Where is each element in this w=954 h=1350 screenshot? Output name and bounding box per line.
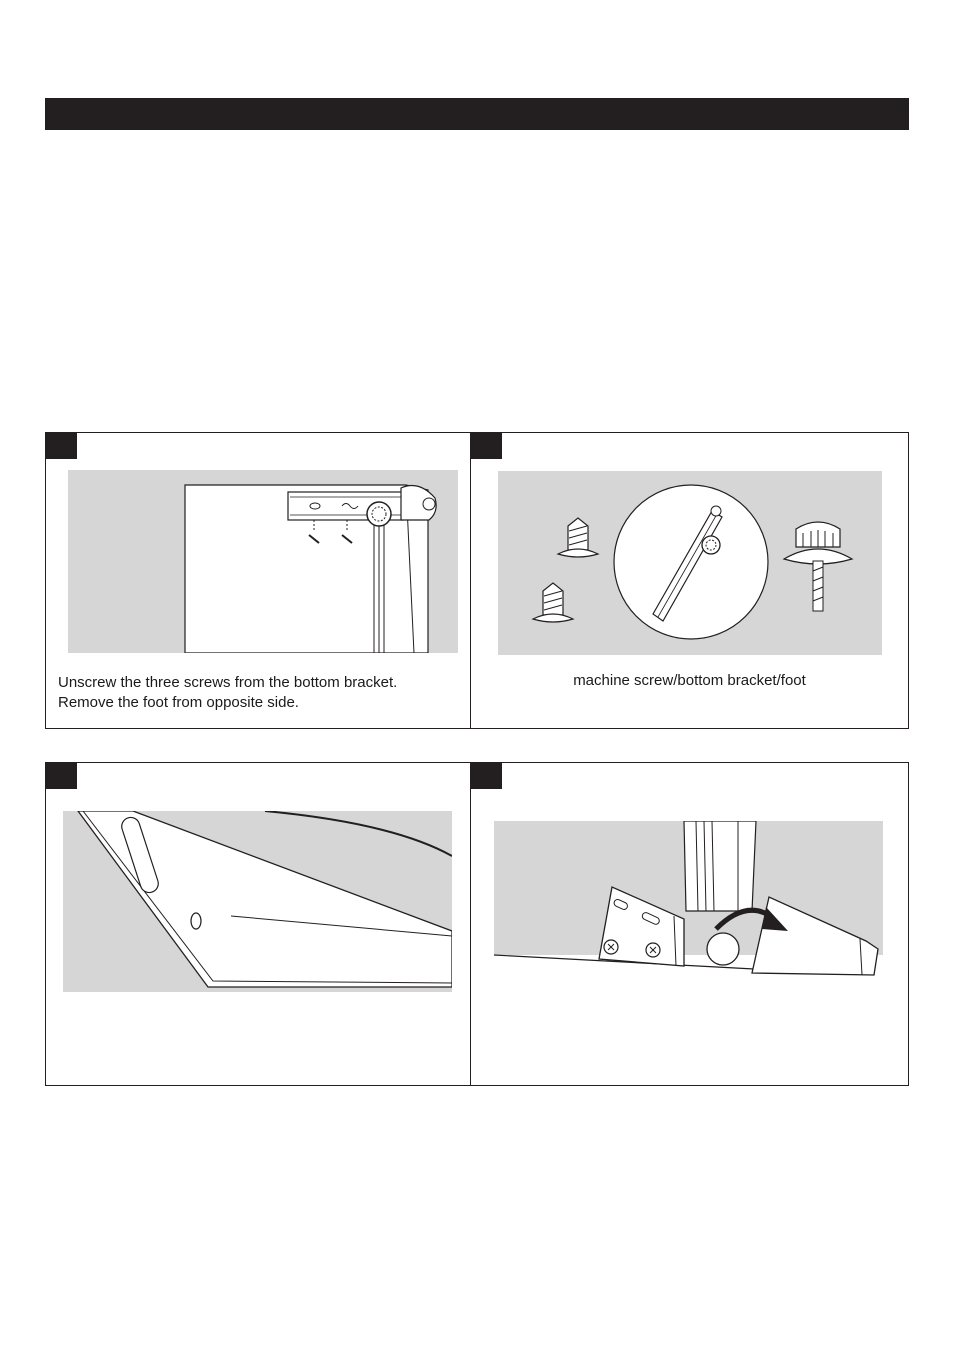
step-panel-4 bbox=[470, 762, 909, 1086]
foot-icon bbox=[752, 897, 878, 975]
screw-icon bbox=[533, 583, 573, 622]
step-panel-2 bbox=[470, 432, 909, 729]
unit-edge-curve bbox=[265, 811, 452, 856]
bracket-icon bbox=[614, 485, 768, 639]
step-number-tab-1 bbox=[45, 432, 77, 459]
step-2-illustration bbox=[498, 471, 882, 655]
step-2-caption: machine screw/bottom bracket/foot bbox=[573, 672, 806, 689]
step-1-caption-line-2: Remove the foot from opposite side. bbox=[58, 694, 299, 711]
step-panel-1 bbox=[45, 432, 471, 729]
step-number-tab-4 bbox=[470, 762, 502, 789]
step-1-caption bbox=[58, 673, 458, 713]
step-panel-3 bbox=[45, 762, 471, 1086]
unit-upright bbox=[684, 821, 756, 911]
section-header-bar bbox=[45, 98, 909, 130]
step-3-illustration bbox=[63, 811, 452, 992]
step-4-illustration bbox=[494, 821, 883, 983]
foot-icon bbox=[784, 522, 852, 611]
bracket-icon bbox=[78, 811, 452, 987]
screw-icon bbox=[558, 518, 598, 557]
step-1-caption-line-1: Unscrew the three screws from the bottom bracket. bbox=[58, 674, 398, 691]
bracket-icon bbox=[288, 486, 436, 526]
step-1-illustration bbox=[68, 470, 458, 653]
step-number-tab-2 bbox=[470, 432, 502, 459]
step-number-tab-3 bbox=[45, 762, 77, 789]
